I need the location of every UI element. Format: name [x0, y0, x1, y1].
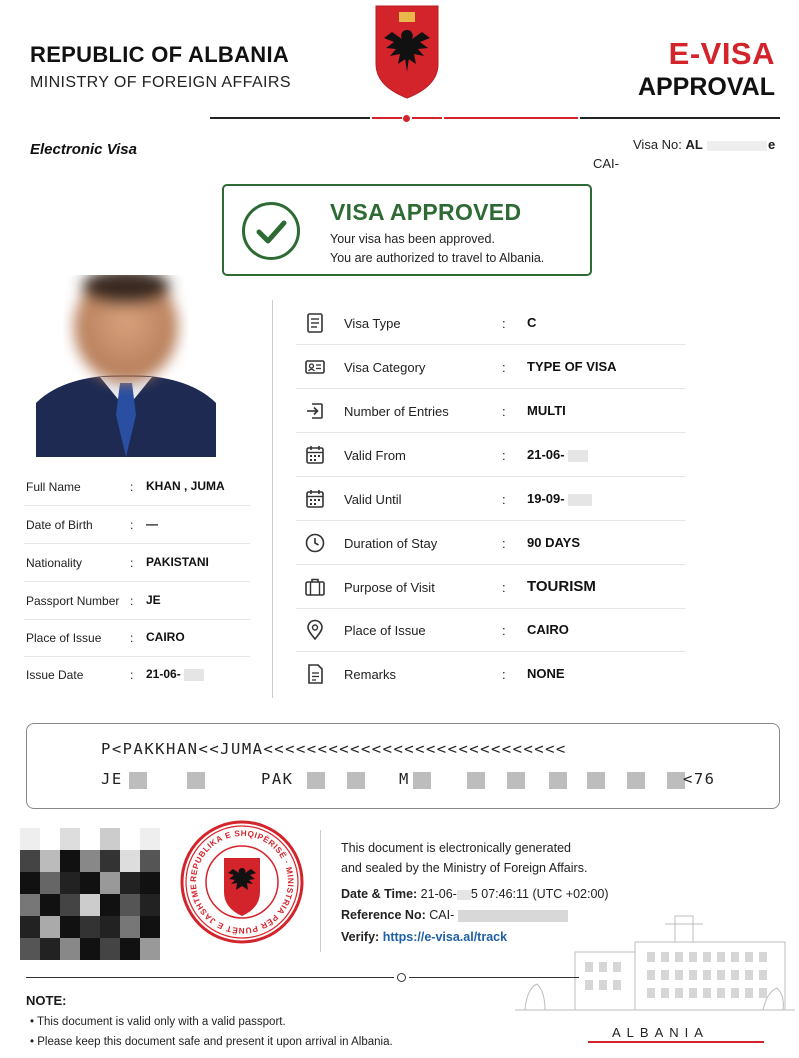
redacted-block: [457, 890, 471, 900]
visa-category-label: Visa Category: [344, 360, 426, 375]
seal-text: REPUBLIKA E SHQIPËRISË · MINISTRIA PËR PUNËT E JASHTME: [188, 828, 296, 936]
notes-icon: [304, 663, 326, 685]
mrz-line-2: [101, 770, 741, 790]
header-divider: [372, 117, 402, 119]
note-line1-text: This document is valid only with a valid passport.: [37, 1016, 286, 1028]
visa-number-prefix: AL: [685, 137, 703, 152]
location-pin-icon: [304, 619, 326, 641]
ministry-title: MINISTRY OF FOREIGN AFFAIRS: [30, 74, 291, 91]
purpose-of-visit-row: Purpose of Visit : TOURISM: [296, 565, 686, 609]
footer-rule: [26, 977, 394, 978]
reference-label: Reference No:: [341, 908, 426, 922]
ministry-seal: [178, 818, 306, 946]
visa-type-label: Visa Type: [344, 316, 401, 331]
valid-until-row: Valid Until : 19-09-: [296, 477, 686, 521]
valid-from-row: Valid From : 21-06-: [296, 433, 686, 477]
passport-number-label: Passport Number: [26, 594, 120, 608]
visa-approved-box: [222, 184, 592, 276]
header-right: [638, 36, 775, 102]
document-icon: [304, 312, 326, 334]
full-name-value: KHAN , JUMA: [146, 479, 225, 493]
place-of-issue-detail-value: CAIRO: [527, 622, 569, 637]
header-divider: [580, 117, 780, 119]
visa-approved-title: VISA APPROVED: [330, 199, 522, 225]
place-of-issue-value: CAIRO: [146, 630, 185, 644]
redacted-block: [307, 772, 325, 789]
albania-label: ALBANIA: [612, 1025, 709, 1040]
mrz-line-2-pak: PAK: [261, 770, 294, 788]
passport-number-value: JE: [146, 593, 161, 607]
mrz-line-2-m: M: [399, 770, 410, 788]
header-divider: [210, 117, 370, 119]
visa-type-row: Visa Type : C: [296, 301, 686, 345]
header-divider-dot: [403, 115, 410, 122]
redacted-block: [568, 450, 588, 462]
valid-from-value: 21-06-: [527, 447, 565, 462]
number-of-entries-row: Number of Entries : MULTI: [296, 389, 686, 433]
visa-number-suffix: e: [768, 137, 776, 152]
visa-number-label: Visa No:: [633, 137, 682, 152]
reference-value: CAI-: [429, 908, 455, 922]
nationality-row: Nationality : PAKISTANI: [24, 544, 250, 582]
remarks-label: Remarks: [344, 667, 397, 682]
visa-number: [633, 137, 767, 152]
note-title: NOTE:: [26, 993, 67, 1008]
check-circle-icon: [242, 202, 300, 260]
redacted-block: [129, 772, 147, 789]
header-divider: [444, 117, 578, 119]
redacted-block: [467, 772, 485, 789]
nationality-value: PAKISTANI: [146, 555, 209, 569]
full-name-row: Full Name : KHAN , JUMA: [24, 468, 250, 506]
verify-label: Verify:: [341, 930, 380, 944]
valid-until-label: Valid Until: [344, 492, 402, 507]
verify-row: [341, 930, 507, 944]
footer-divider: [320, 830, 321, 952]
redacted-block: [187, 772, 205, 789]
purpose-of-visit-label: Purpose of Visit: [344, 580, 435, 595]
mrz-line-1: P<PAKKHAN<<JUMA<<<<<<<<<<<<<<<<<<<<<<<<<<<<: [101, 740, 567, 758]
evisa-title: E-VISA: [668, 36, 775, 71]
electronic-visa-label: Electronic Visa: [30, 141, 137, 158]
visa-approved-line2: You are authorized to travel to Albania.: [330, 251, 545, 265]
full-name-label: Full Name: [26, 480, 81, 494]
date-of-birth-value: —: [146, 517, 158, 531]
note-line2: • Please keep this document safe and present it upon arrival in Albania.: [30, 1036, 393, 1048]
generated-notice-line1: This document is electronically generated: [341, 841, 571, 855]
datetime-label: Date & Time:: [341, 887, 418, 901]
albania-coat-of-arms-icon: [372, 2, 442, 100]
duration-of-stay-value: 90 DAYS: [527, 535, 580, 550]
number-of-entries-value: MULTI: [527, 403, 566, 418]
visa-number-line2: CAI-: [593, 156, 619, 171]
issue-date-row: Issue Date : 21-06-: [24, 656, 250, 694]
building-sketch: [515, 906, 795, 1016]
calendar-icon: [304, 444, 326, 466]
footer-rule-dot: [397, 973, 406, 982]
applicant-photo: [34, 275, 218, 457]
suitcase-icon: [304, 576, 326, 598]
generated-notice-line2: and sealed by the Ministry of Foreign Affairs.: [341, 861, 588, 875]
remarks-value: NONE: [527, 666, 565, 681]
nationality-label: Nationality: [26, 556, 83, 570]
valid-from-label: Valid From: [344, 448, 406, 463]
id-card-icon: [304, 356, 326, 378]
entry-arrow-icon: [304, 400, 326, 422]
republic-title: REPUBLIC OF ALBANIA: [30, 42, 290, 67]
clock-icon: [304, 532, 326, 554]
redacted-block: [184, 669, 204, 681]
note-line2-text: Please keep this document safe and present it upon arrival in Albania.: [37, 1036, 393, 1048]
datetime-value-a: 21-06-: [420, 887, 457, 901]
datetime-row: [341, 887, 609, 901]
date-of-birth-label: Date of Birth: [26, 518, 93, 532]
purpose-of-visit-value: TOURISM: [527, 578, 596, 595]
redacted-block: [568, 494, 592, 506]
passport-number-row: Passport Number : JE: [24, 582, 250, 620]
duration-of-stay-label: Duration of Stay: [344, 536, 438, 551]
footer-rule: [409, 977, 579, 978]
datetime-value-b: 5 07:46:11 (UTC +02:00): [470, 887, 609, 901]
place-of-issue-label: Place of Issue: [26, 631, 102, 645]
place-of-issue-detail-row: Place of Issue : CAIRO: [296, 608, 686, 652]
remarks-row: Remarks : NONE: [296, 652, 686, 696]
visa-category-row: Visa Category : TYPE OF VISA: [296, 345, 686, 389]
visa-approved-line1: Your visa has been approved.: [330, 232, 495, 246]
redacted-block: [549, 772, 567, 789]
qr-code[interactable]: [20, 828, 160, 960]
issue-date-value: 21-06-: [146, 667, 181, 681]
approval-title: APPROVAL: [637, 73, 775, 101]
redacted-block: [587, 772, 605, 789]
redacted-block: [507, 772, 525, 789]
visa-category-value: TYPE OF VISA: [527, 359, 617, 374]
number-of-entries-label: Number of Entries: [344, 404, 449, 419]
redacted-block: [413, 772, 431, 789]
redacted-block: [347, 772, 365, 789]
verify-link[interactable]: https://e-visa.al/track: [382, 930, 508, 944]
place-of-issue-row: Place of Issue : CAIRO: [24, 619, 250, 657]
redacted-block: [707, 141, 767, 151]
calendar-icon: [304, 488, 326, 510]
visa-type-value: C: [527, 315, 537, 330]
issue-date-label: Issue Date: [26, 668, 84, 682]
header-left: [30, 42, 291, 92]
date-of-birth-row: Date of Birth : —: [24, 506, 250, 544]
mrz-line-2-end: <76: [683, 770, 716, 788]
column-divider: [272, 300, 273, 698]
redacted-block: [627, 772, 645, 789]
duration-of-stay-row: Duration of Stay : 90 DAYS: [296, 521, 686, 565]
mrz-line-2-start: JE: [101, 770, 123, 788]
header-divider: [412, 117, 442, 119]
note-line1: • This document is valid only with a valid passport.: [30, 1016, 286, 1028]
valid-until-value: 19-09-: [527, 491, 565, 506]
albania-underline: [588, 1041, 764, 1043]
mrz-zone: [26, 723, 780, 809]
place-of-issue-detail-label: Place of Issue: [344, 623, 426, 638]
